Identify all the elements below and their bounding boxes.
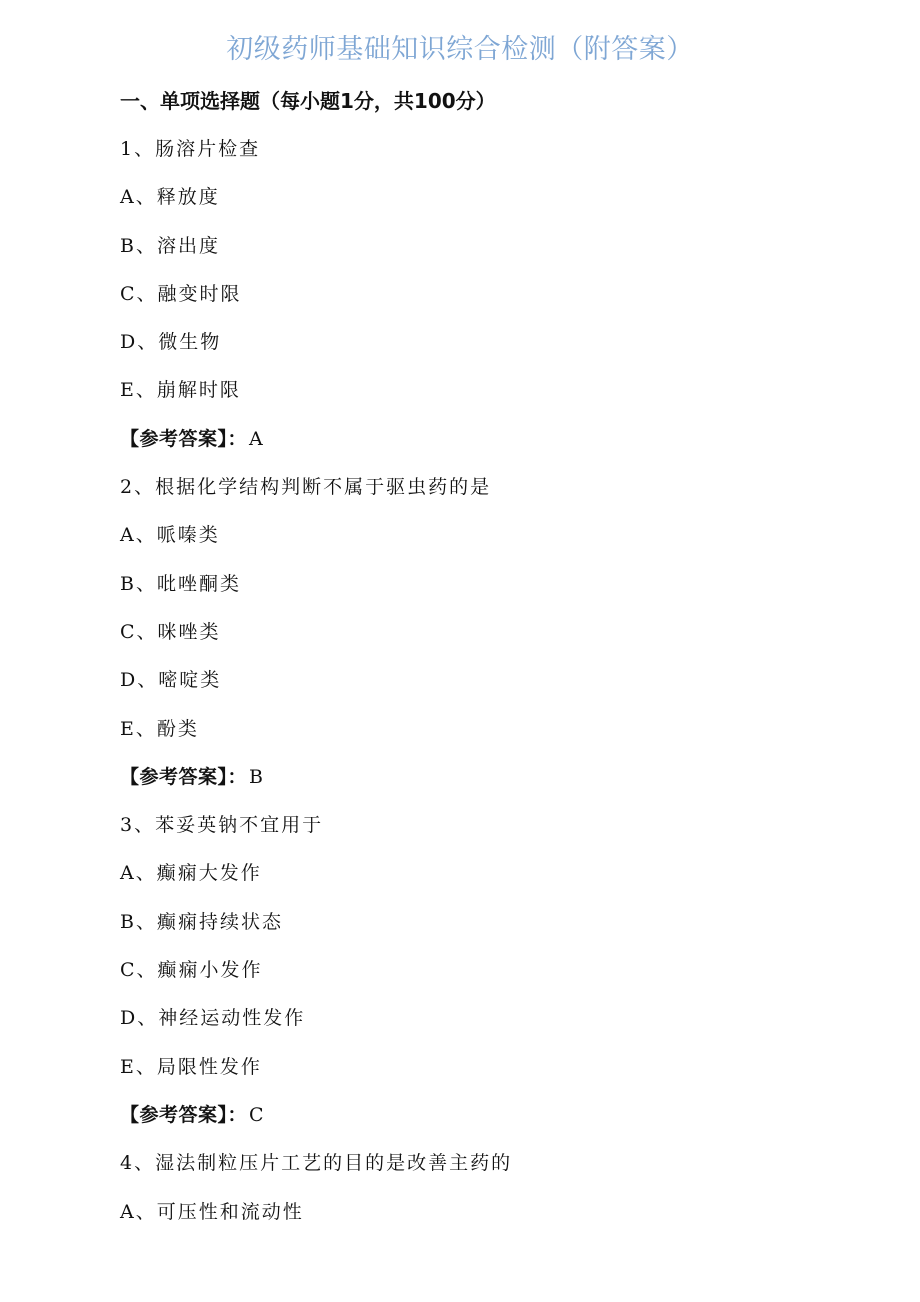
question-option: A、释放度 [120,186,220,209]
document-title: 初级药师基础知识综合检测（附答案） [226,34,694,65]
question-stem: 4、湿法制粒压片工艺的目的是改善主药的 [120,1152,513,1175]
answer-line [120,760,820,808]
question-option: A、可压性和流动性 [120,1200,304,1223]
question-option: D、神经运动性发作 [120,1007,306,1030]
question-option: E、酚类 [120,717,199,740]
answer-line [120,422,820,470]
question-option: B、溶出度 [120,234,220,257]
answer-value: C [249,1103,265,1126]
answer-value: B [249,765,264,788]
question-option: C、融变时限 [120,282,242,305]
question-option: C、癫痫小发作 [120,959,263,982]
question-option: D、微生物 [120,331,222,354]
question-stem: 1、肠溶片检查 [120,138,261,160]
section-heading: 一、单项选择题（每小题1分，共100分） [120,89,496,113]
question-option: B、癫痫持续状态 [120,910,283,933]
question-option: A、癫痫大发作 [120,862,262,885]
answer-line [120,1098,820,1146]
answer-label: 【参考答案】： [120,427,248,450]
question-list [120,132,820,1243]
question-option: E、局限性发作 [120,1055,262,1078]
question-stem: 2、根据化学结构判断不属于驱虫药的是 [120,476,492,499]
answer-value: A [249,427,264,450]
question-option: A、哌嗪类 [120,524,220,547]
answer-label: 【参考答案】： [120,765,248,788]
question-option: D、嘧啶类 [120,669,222,692]
question-option: B、吡唑酮类 [120,572,241,595]
question-stem: 3、苯妥英钠不宜用于 [120,814,324,837]
question-option: C、咪唑类 [120,620,221,643]
answer-label: 【参考答案】： [120,1103,248,1126]
question-option: E、崩解时限 [120,379,241,402]
